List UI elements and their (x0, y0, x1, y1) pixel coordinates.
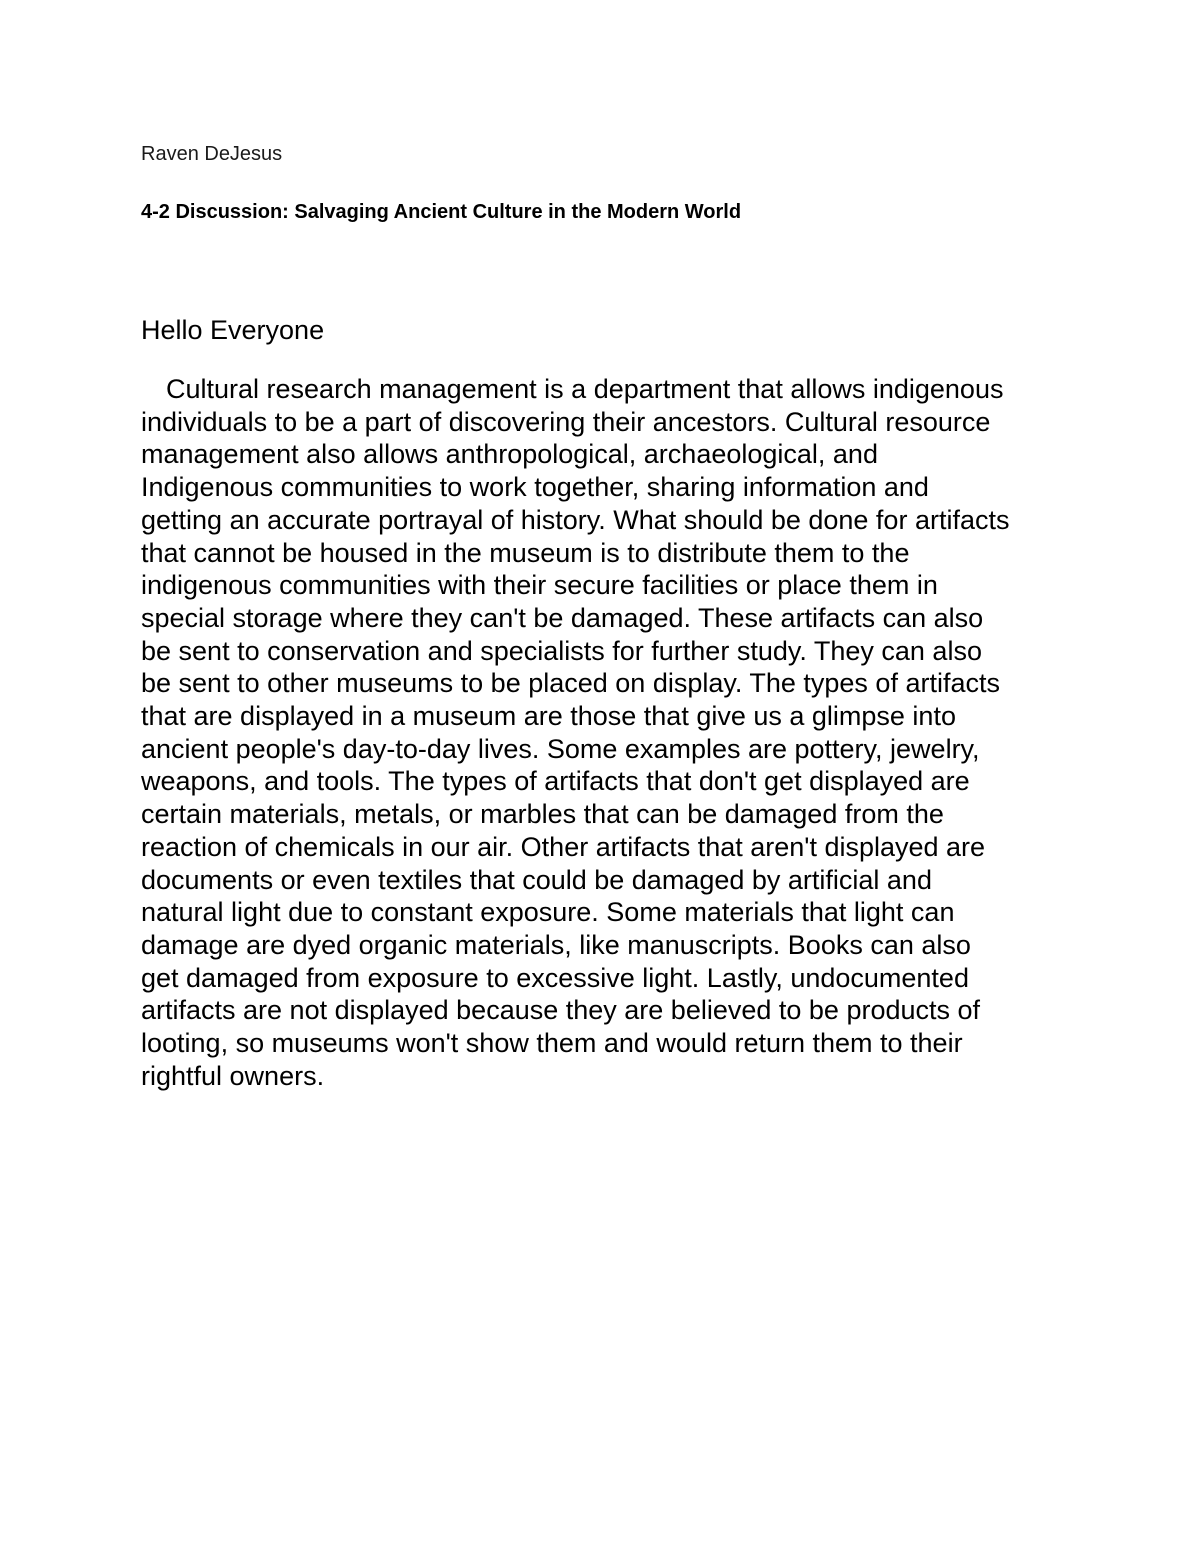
body-line: Indigenous communities to work together, sharing information and (141, 472, 929, 503)
author-name: Raven DeJesus (141, 143, 283, 165)
body-line: artifacts are not displayed because they are believed to be products of (141, 995, 981, 1026)
greeting: Hello Everyone (141, 315, 325, 345)
body-line: indigenous communities with their secure facilities or place them in (141, 570, 938, 601)
body-line: be sent to conservation and specialists for further study. They can also (141, 635, 982, 666)
body-line: that cannot be housed in the museum is to distribute them to the (141, 537, 910, 568)
body-line: documents or even textiles that could be damaged by artificial and (141, 864, 932, 895)
body-line: management also allows anthropological, archaeological, and (141, 439, 878, 470)
body-line: special storage where they can't be damaged. These artifacts can also (141, 602, 984, 633)
body-line: rightful owners. (141, 1060, 325, 1091)
body-line: certain materials, metals, or marbles that can be damaged from the (141, 799, 944, 830)
body-line: looting, so museums won't show them and would return them to their (141, 1028, 963, 1059)
body-line: ancient people's day-to-day lives. Some examples are pottery, jewelry, (141, 733, 980, 764)
body-line: individuals to be a part of discovering their ancestors. Cultural resource (141, 406, 991, 437)
body-line: getting an accurate portrayal of history. What should be done for artifacts (141, 504, 1010, 535)
document-title: 4-2 Discussion: Salvaging Ancient Culture in the Modern World (141, 201, 742, 223)
body-line: be sent to other museums to be placed on display. The types of artifacts (141, 668, 1000, 699)
body-line: reaction of chemicals in our air. Other artifacts that aren't displayed are (141, 831, 986, 862)
body-paragraph (141, 373, 1071, 1092)
body-line: weapons, and tools. The types of artifacts that don't get displayed are (141, 766, 970, 797)
body-line: Cultural research management is a department that allows indigenous (166, 374, 1004, 404)
body-line: get damaged from exposure to excessive light. Lastly, undocumented (141, 962, 969, 993)
body-line: damage are dyed organic materials, like manuscripts. Books can also (141, 929, 971, 960)
body-line: that are displayed in a museum are those that give us a glimpse into (141, 701, 956, 732)
body-line: natural light due to constant exposure. Some materials that light can (141, 897, 955, 928)
